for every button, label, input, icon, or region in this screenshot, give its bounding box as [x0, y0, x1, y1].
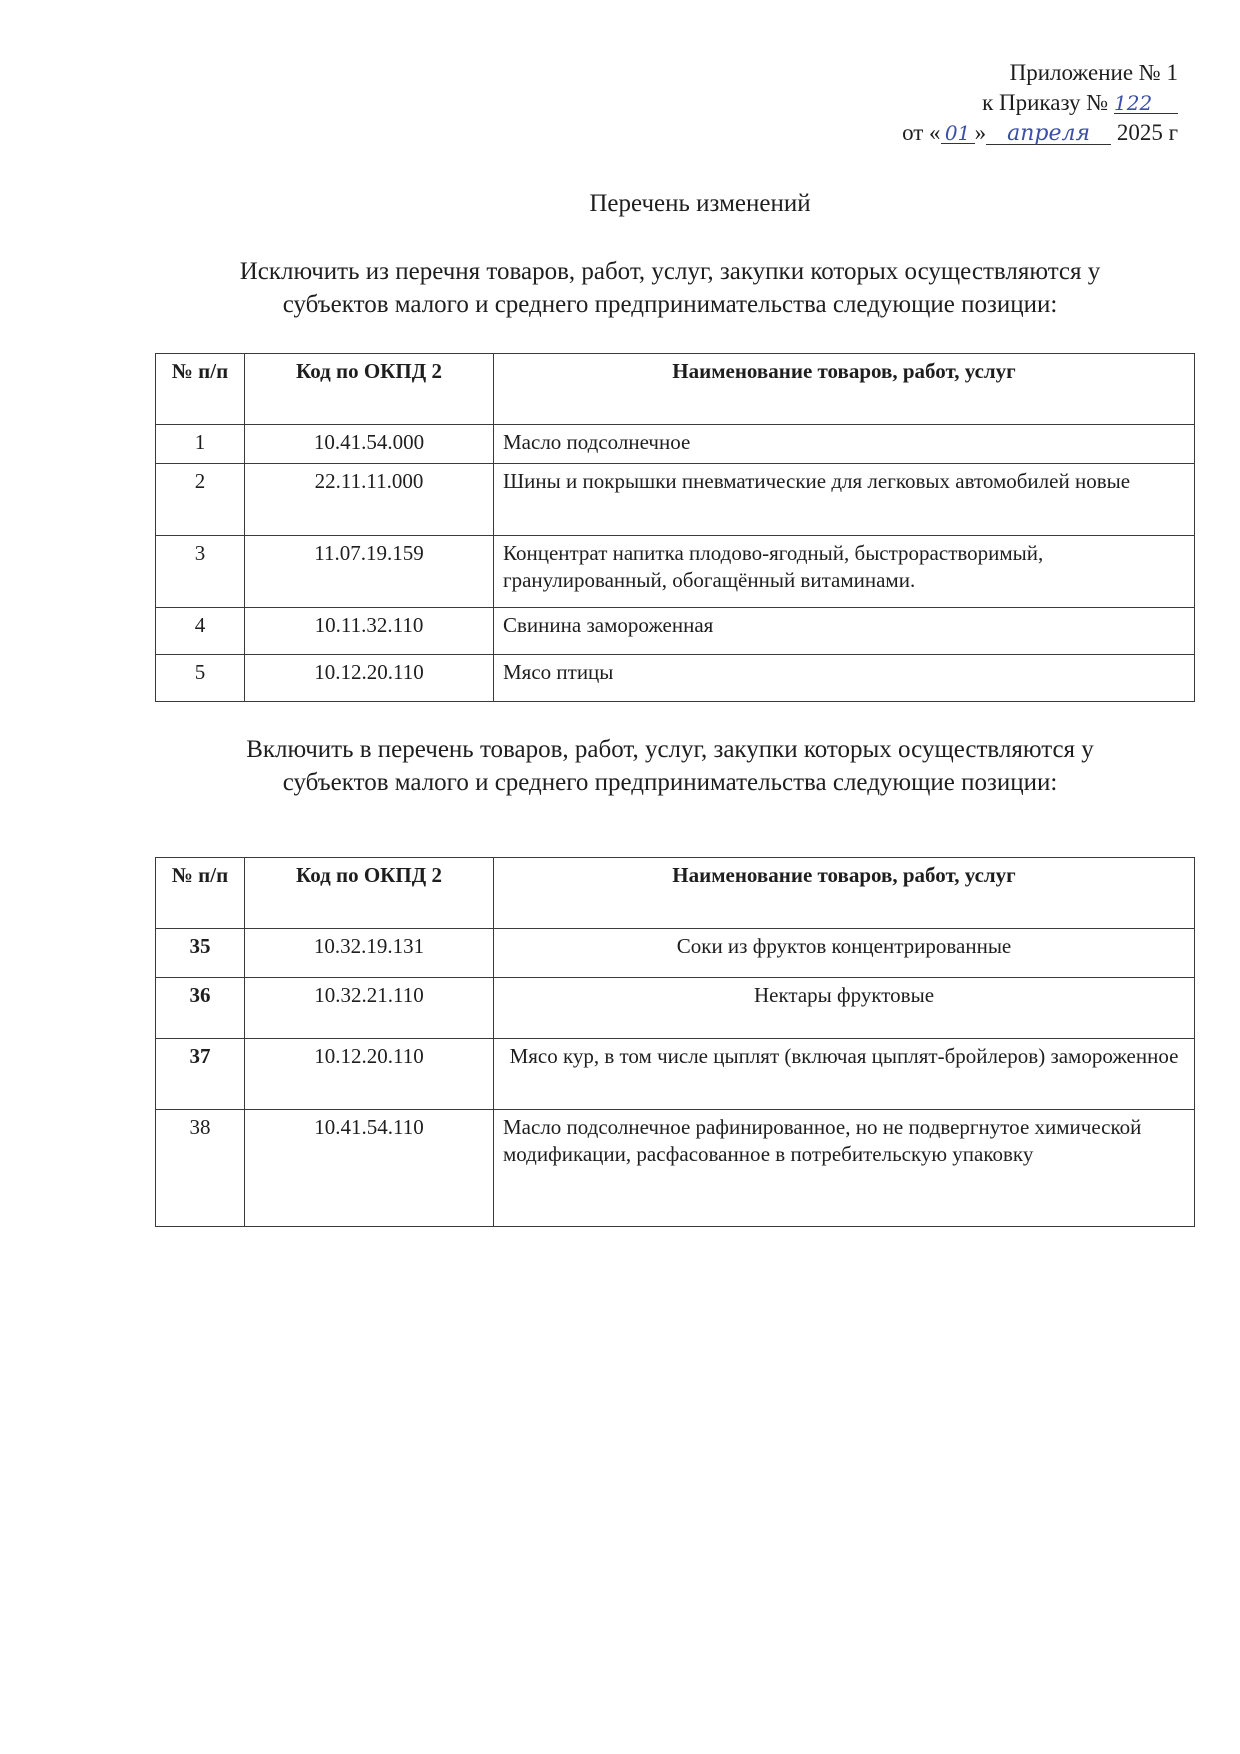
row-num: 3: [156, 536, 245, 608]
row-code: 10.11.32.110: [245, 608, 494, 655]
appendix-number: Приложение № 1: [1009, 60, 1178, 85]
header-num: № п/п: [156, 858, 245, 929]
row-code: 10.41.54.000: [245, 425, 494, 464]
table-header-row: [156, 354, 1195, 425]
document-title-wrap: [0, 190, 1240, 218]
header-num: № п/п: [156, 354, 245, 425]
exclude-intro: [160, 255, 1180, 321]
exclude-intro-line1: Исключить из перечня товаров, работ, услуг, закупки которых осуществляются у: [239, 258, 1101, 285]
row-code: 10.41.54.110: [245, 1110, 494, 1227]
row-code: 11.07.19.159: [245, 536, 494, 608]
include-intro: [160, 733, 1180, 799]
row-name: Концентрат напитка плодово-ягодный, быстрорастворимый, гранулированный, обогащённый витаминами.: [494, 536, 1195, 608]
date-day-handwritten: 01: [941, 123, 975, 144]
table-row: [156, 929, 1195, 978]
row-num: 37: [156, 1039, 245, 1110]
row-name: Мясо птицы: [494, 655, 1195, 702]
date-mid: »: [974, 120, 987, 145]
exclude-intro-line2: субъектов малого и среднего предпринимательства следующие позиции:: [282, 291, 1058, 318]
row-code: 10.32.19.131: [245, 929, 494, 978]
exclude-table: [155, 353, 1195, 702]
row-code: 10.12.20.110: [245, 1039, 494, 1110]
include-intro-line1: Включить в перечень товаров, работ, услуг, закупки которых осуществляются у: [246, 736, 1094, 763]
row-num: 36: [156, 978, 245, 1039]
order-label: к Приказу №: [982, 90, 1109, 115]
row-name: Мясо кур, в том числе цыплят (включая цыплят-бройлеров) замороженное: [494, 1039, 1195, 1110]
header-code: Код по ОКПД 2: [245, 354, 494, 425]
table-row: [156, 1039, 1195, 1110]
header-code: Код по ОКПД 2: [245, 858, 494, 929]
row-name: Соки из фруктов концентрированные: [494, 929, 1195, 978]
table-header-row: [156, 858, 1195, 929]
row-name: Масло подсолнечное рафинированное, но не подвергнутое химической модификации, расфасованное в потребительскую упаковку: [494, 1110, 1195, 1227]
order-reference: [902, 88, 1178, 118]
include-table: [155, 857, 1195, 1227]
row-num: 4: [156, 608, 245, 655]
row-num: 5: [156, 655, 245, 702]
include-intro-line2: субъектов малого и среднего предпринимательства следующие позиции:: [282, 769, 1058, 796]
row-name: Масло подсолнечное: [494, 425, 1195, 464]
row-num: 2: [156, 464, 245, 536]
row-num: 1: [156, 425, 245, 464]
table-row: [156, 608, 1195, 655]
table-row: [156, 1110, 1195, 1227]
row-num: 38: [156, 1110, 245, 1227]
row-code: 22.11.11.000: [245, 464, 494, 536]
header-name: Наименование товаров, работ, услуг: [494, 354, 1195, 425]
table-row: [156, 464, 1195, 536]
table-row: [156, 655, 1195, 702]
row-name: Свинина замороженная: [494, 608, 1195, 655]
table-row: [156, 425, 1195, 464]
date-year: 2025 г: [1116, 120, 1178, 145]
table-row: [156, 536, 1195, 608]
table-row: [156, 978, 1195, 1039]
appendix-block: [902, 58, 1178, 148]
document-title: Перечень изменений: [589, 190, 811, 217]
header-name: Наименование товаров, работ, услуг: [494, 858, 1195, 929]
order-date: [902, 118, 1178, 148]
date-prefix: от «: [902, 120, 941, 145]
row-name: Нектары фруктовые: [494, 978, 1195, 1039]
row-num: 35: [156, 929, 245, 978]
row-name: Шины и покрышки пневматические для легковых автомобилей новые: [494, 464, 1195, 536]
row-code: 10.12.20.110: [245, 655, 494, 702]
date-month-handwritten: апреля: [986, 124, 1111, 145]
order-number-handwritten: 122: [1114, 93, 1178, 114]
row-code: 10.32.21.110: [245, 978, 494, 1039]
